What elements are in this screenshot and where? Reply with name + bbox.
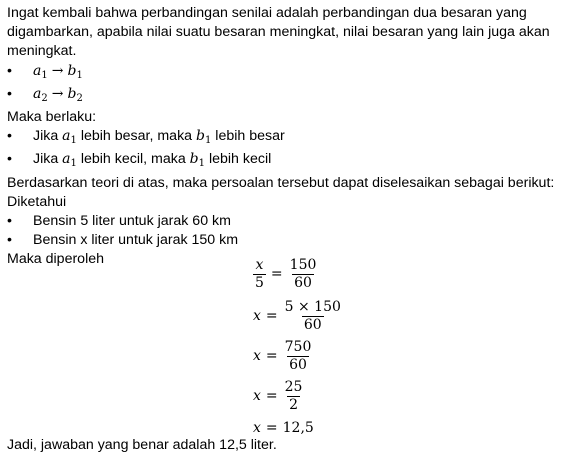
teori-paragraph: Berdasarkan teori di atas, maka persoalan tersebut dapat diselesaikan sebagai berikut: bbox=[7, 174, 555, 191]
conclusion-text: Jadi, jawaban yang benar adalah 12,5 liter. bbox=[7, 437, 277, 453]
rule-item: • Jika $a_1$ lebih besar, maka $b_1$ lebih besar bbox=[7, 128, 285, 147]
math-var: $b_1$ bbox=[67, 62, 83, 81]
equation-row-4: x = $\frac{25}{2}$ bbox=[253, 378, 303, 413]
math-var: $b_1$ bbox=[189, 151, 206, 170]
known-item bbox=[7, 231, 563, 250]
equation-row-5: x = 12,5 bbox=[253, 420, 314, 436]
arrow-symbol: → bbox=[51, 85, 64, 102]
equation-row-1: $\frac{x}{5}$ = $\frac{150}{60}$ bbox=[255, 256, 317, 291]
math-var: $b_1$ bbox=[196, 128, 212, 147]
equation-row-2: x = $\frac{5 \times 150}{60}$ bbox=[253, 298, 341, 333]
bullet: • bbox=[7, 151, 12, 168]
bullet: • bbox=[7, 128, 12, 145]
fraction: $\frac{150}{60}$ bbox=[289, 256, 317, 291]
fraction: $\frac{x}{5}$ bbox=[255, 256, 264, 291]
equation-row-3: x = $\frac{750}{60}$ bbox=[253, 338, 312, 373]
math-var: $a_1$ bbox=[62, 128, 77, 147]
diketahui-heading: Diketahui bbox=[7, 193, 67, 210]
math-var: $a_1$ bbox=[62, 151, 77, 170]
maka-diperoleh-heading: Maka diperoleh bbox=[7, 251, 105, 268]
rule-item: • Jika $a_1$ lebih kecil, maka $b_1$ lebih kecil bbox=[7, 151, 272, 170]
solution-document bbox=[7, 4, 563, 270]
maka-berlaku-heading: Maka berlaku: bbox=[7, 109, 97, 126]
fraction: $\frac{750}{60}$ bbox=[284, 338, 312, 373]
mapping-item bbox=[7, 85, 563, 108]
math-var: $a_2$ bbox=[33, 85, 48, 104]
fraction: $\frac{25}{2}$ bbox=[284, 378, 303, 413]
math-var: $b_2$ bbox=[67, 85, 83, 104]
intro-paragraph: Ingat kembali bahwa perbandingan senilai adalah perbandingan dua besaran yang digambarkan, apabila nilai suatu besaran meningkat, nilai besaran yang lain juga akan meningkat. bbox=[7, 5, 550, 60]
bullet: • bbox=[7, 85, 12, 102]
bullet: • bbox=[7, 213, 12, 230]
mapping-item bbox=[7, 62, 563, 85]
arrow-symbol: → bbox=[51, 62, 64, 79]
math-var: $a_1$ bbox=[33, 62, 48, 81]
fraction: $\frac{5 \times 150}{60}$ bbox=[284, 298, 341, 333]
known-item bbox=[7, 212, 563, 231]
known-text: Bensin 5 liter untuk jarak 60 km bbox=[33, 213, 231, 230]
bullet: • bbox=[7, 62, 12, 79]
bullet: • bbox=[7, 232, 12, 249]
known-text: Bensin x liter untuk jarak 150 km bbox=[33, 232, 239, 249]
